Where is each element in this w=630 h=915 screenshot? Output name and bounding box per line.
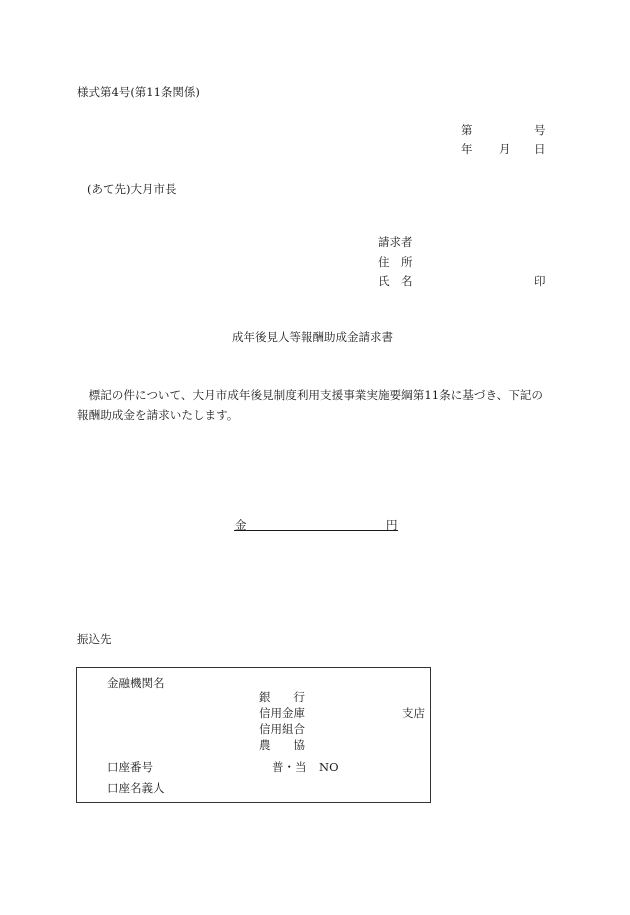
institution-option-nokyo[interactable]: 農 協 xyxy=(259,738,305,752)
claimant-heading: 請求者 xyxy=(378,235,413,249)
account-holder-label: 口座名義人 xyxy=(107,781,165,795)
form-number: 様式第4号(第11条関係) xyxy=(77,85,200,99)
institution-option-shinkumi[interactable]: 信用組合 xyxy=(259,722,305,736)
amount-suffix: 円 xyxy=(386,518,398,532)
institution-option-bank[interactable]: 銀 行 xyxy=(259,690,305,704)
date-day: 日 xyxy=(534,142,546,156)
seal-mark: 印 xyxy=(534,274,546,288)
account-number-label: 口座番号 xyxy=(107,760,153,774)
body-text: 標記の件について、大月市成年後見制度利用支援事業実施要綱第11条に基づき、下記の報酬助成金を請求いたします。 xyxy=(77,388,543,422)
branch-label: 支店 xyxy=(402,706,425,720)
document-title: 成年後見人等報酬助成金請求書 xyxy=(232,330,393,344)
number-prefix: 第 xyxy=(461,123,473,137)
claimant-name-label: 氏 名 xyxy=(378,274,413,288)
institution-option-shinkin[interactable]: 信用金庫 xyxy=(259,706,305,720)
date-month: 月 xyxy=(499,142,511,156)
institution-label: 金融機関名 xyxy=(107,676,165,690)
transfer-heading: 振込先 xyxy=(77,632,112,646)
claimant-address-label: 住 所 xyxy=(378,255,413,269)
amount-input-line[interactable] xyxy=(234,530,398,531)
account-type[interactable]: 普・当 xyxy=(272,760,307,774)
amount-prefix: 金 xyxy=(235,518,247,532)
account-no-label: NO xyxy=(319,760,339,774)
number-suffix: 号 xyxy=(534,123,546,137)
date-year: 年 xyxy=(461,142,473,156)
addressee: (あて先)大月市長 xyxy=(87,182,177,196)
